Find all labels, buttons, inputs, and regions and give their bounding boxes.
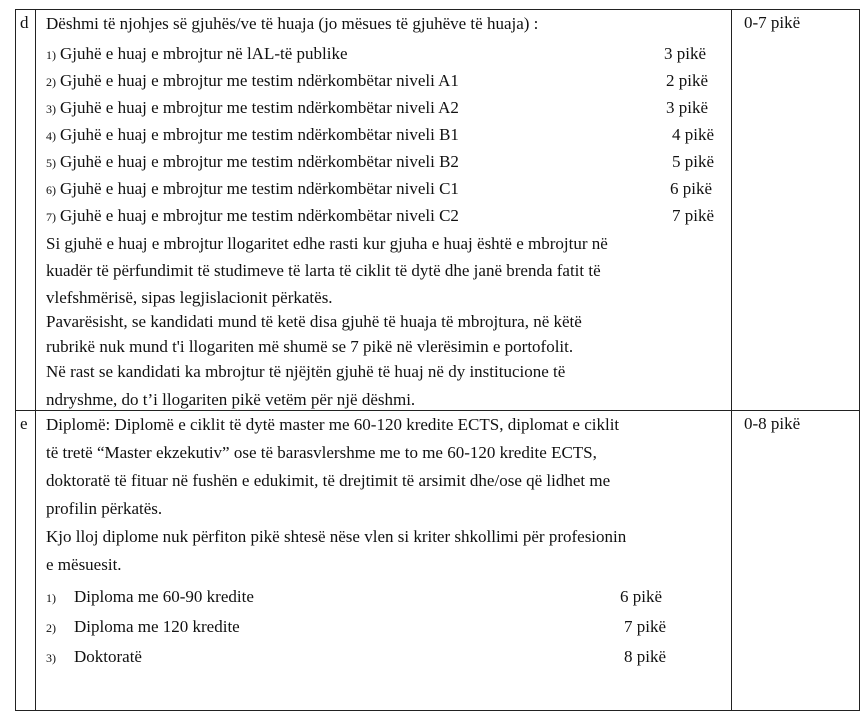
list-item [46,647,142,667]
row-points-range: 0-8 pikë [732,410,860,710]
item-number: 1) [46,48,56,62]
row-letter: e [16,410,36,710]
item-text: Gjuhë e huaj e mbrojtur me testim ndërkombëtar niveli A2 [60,98,459,117]
row-letter: d [16,10,36,411]
paragraph-line: kuadër të përfundimit të studimeve të larta të ciklit të dytë dhe janë brenda fatit të [46,261,601,280]
item-text: Diploma me 60-90 kredite [74,586,254,606]
item-points: 7 pikë [672,206,715,225]
row-d [16,10,860,411]
paragraph-line: të tretë “Master ekzekutiv” ose të barasvlershme me to me 60-120 kredite ECTS, [46,442,597,462]
criteria-table [15,9,860,711]
paragraph-line: profilin përkatës. [46,498,163,518]
list-item [46,617,240,637]
item-number: 2) [46,620,56,635]
paragraph-line: e mësuesit. [46,554,122,574]
item-text: Gjuhë e huaj e mbrojtur me testim ndërkombëtar niveli C1 [60,179,459,198]
item-points: 6 pikë [620,586,663,606]
list-item [46,587,254,607]
item-points: 8 pikë [624,646,667,666]
row-content [36,10,732,411]
list-item [46,71,459,91]
paragraph-line: vlefshmërisë, sipas legjislacionit përkatës. [46,288,333,307]
item-text: Gjuhë e huaj e mbrojtur me testim ndërkombëtar niveli B1 [60,125,459,144]
item-points: 2 pikë [666,71,709,90]
paragraph-line: Në rast se kandidati ka mbrojtur të njëjtën gjuhë të huaj në dy institucione të [46,362,566,381]
paragraph-line: Pavarësisht, se kandidati mund të ketë disa gjuhë të huaja të mbrojtura, në këtë [46,312,582,331]
item-points: 6 pikë [670,179,713,198]
item-text: Gjuhë e huaj e mbrojtur me testim ndërkombëtar niveli B2 [60,152,459,171]
list-item [46,44,348,64]
list-item [46,206,459,226]
paragraph-line: ndryshme, do t’i llogariten pikë vetëm për një dëshmi. [46,390,416,409]
item-points: 3 pikë [664,44,707,63]
list-item [46,125,459,145]
item-points: 7 pikë [624,616,667,636]
paragraph-line: rubrikë nuk mund t'i llogariten më shumë se 7 pikë në vlerësimin e portofolit. [46,337,574,356]
item-number: 3) [46,102,56,116]
list-item [46,152,459,172]
row-heading: Dëshmi të njohjes së gjuhës/ve të huaja (jo mësues të gjuhëve të huaja) : [46,14,539,33]
list-item [46,98,459,118]
item-number: 2) [46,75,56,89]
paragraph-line: Si gjuhë e huaj e mbrojtur llogaritet edhe rasti kur gjuha e huaj është e mbrojtur në [46,234,608,253]
list-item [46,179,459,199]
paragraph-line: Diplomë: Diplomë e ciklit të dytë master me 60-120 kredite ECTS, diplomat e ciklit [46,414,620,434]
item-points: 3 pikë [666,98,709,117]
item-points: 4 pikë [672,125,715,144]
item-number: 1) [46,590,56,605]
row-content [36,410,732,710]
row-points-range: 0-7 pikë [732,10,860,411]
paragraph-line: Kjo lloj diplome nuk përfiton pikë shtesë nëse vlen si kriter shkollimi për profesionin [46,526,627,546]
item-number: 7) [46,210,56,224]
item-number: 6) [46,183,56,197]
item-number: 4) [46,129,56,143]
item-number: 3) [46,650,56,665]
item-points: 5 pikë [672,152,715,171]
item-text: Gjuhë e huaj e mbrojtur me testim ndërkombëtar niveli C2 [60,206,459,225]
row-e [16,410,860,710]
item-text: Gjuhë e huaj e mbrojtur në lAL-të publike [60,44,348,63]
item-number: 5) [46,156,56,170]
item-text: Doktoratë [74,646,142,666]
item-text: Gjuhë e huaj e mbrojtur me testim ndërkombëtar niveli A1 [60,71,459,90]
paragraph-line: doktoratë të fituar në fushën e edukimit, të drejtimit të arsimit dhe/ose që lidhet me [46,470,611,490]
item-text: Diploma me 120 kredite [74,616,240,636]
